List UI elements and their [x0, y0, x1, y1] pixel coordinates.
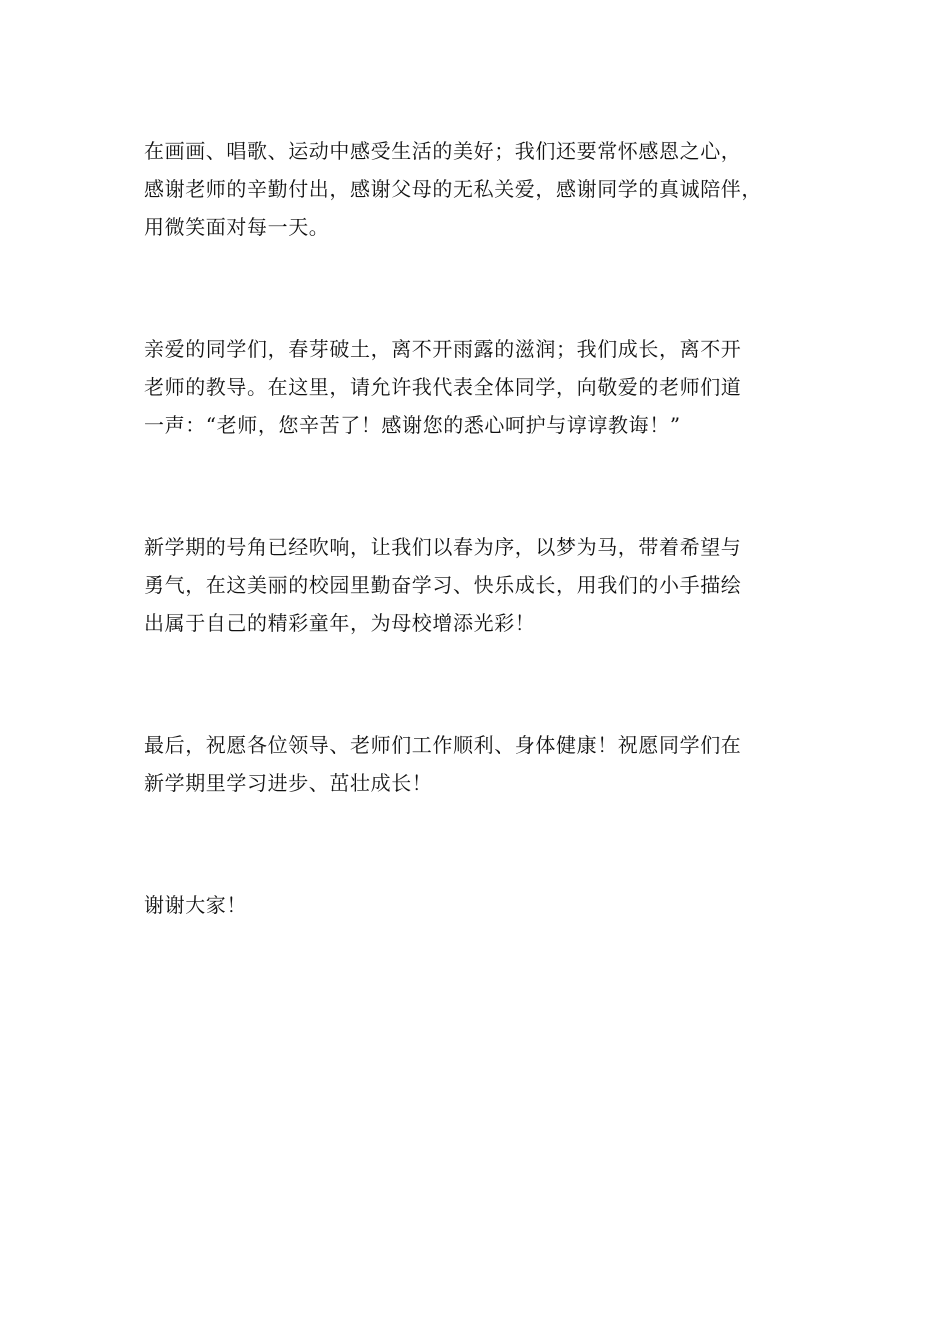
- speech-body: [144, 132, 844, 924]
- paragraph-closing: [144, 886, 844, 924]
- paragraph-line: 出属于自己的精彩童年，为母校增添光彩！: [144, 611, 536, 635]
- paragraph-line: 在画画、唱歌、运动中感受生活的美好；我们还要常怀感恩之心，: [144, 139, 742, 163]
- paragraph-line: 谢谢大家！: [144, 893, 247, 917]
- paragraph-line: 最后，祝愿各位领导、老师们工作顺利、身体健康！祝愿同学们在: [144, 733, 742, 757]
- paragraph-spacer: [144, 444, 844, 528]
- paragraph-line: 用微笑面对每一天。: [144, 215, 330, 239]
- paragraph-line: 新学期里学习进步、茁壮成长！: [144, 771, 433, 795]
- paragraph-new-semester: [144, 528, 844, 642]
- paragraph-gratitude: [144, 132, 844, 246]
- paragraph-spacer: [144, 642, 844, 726]
- paragraph-line: 一声：“老师，您辛苦了！感谢您的悉心呵护与谆谆教诲！”: [144, 413, 681, 437]
- paragraph-spacer: [144, 802, 844, 886]
- paragraph-line: 勇气，在这美丽的校园里勤奋学习、快乐成长，用我们的小手描绘: [144, 573, 742, 597]
- paragraph-line: 亲爱的同学们，春芽破土，离不开雨露的滋润；我们成长，离不开: [144, 337, 742, 361]
- paragraph-line: 老师的教导。在这里，请允许我代表全体同学，向敬爱的老师们道: [144, 375, 742, 399]
- paragraph-line: 新学期的号角已经吹响，让我们以春为序，以梦为马，带着希望与: [144, 535, 742, 559]
- paragraph-spacer: [144, 246, 844, 330]
- paragraph-thank-teachers: [144, 330, 844, 444]
- paragraph-line: 感谢老师的辛勤付出，感谢父母的无私关爱，感谢同学的真诚陪伴，: [144, 177, 762, 201]
- paragraph-wishes: [144, 726, 844, 802]
